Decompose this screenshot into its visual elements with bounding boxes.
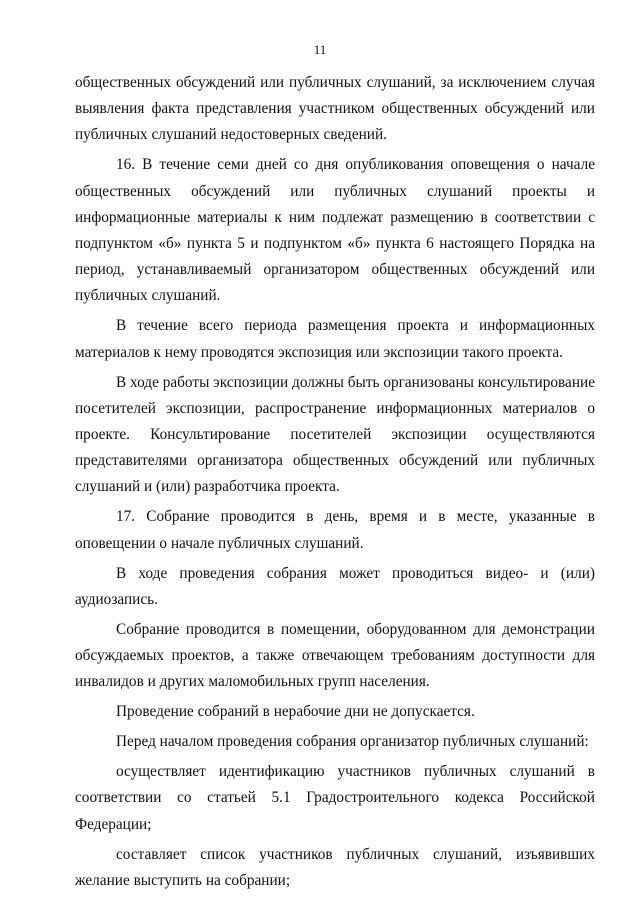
paragraph-identification: осуществляет идентификацию участников публичных слушаний в соответствии со статьей 5.1 Градостроительного кодекса Российской Федерации; <box>75 763 595 833</box>
paragraph-clause-16: 16. В течение семи дней со дня опубликования оповещения о начале общественных обсуждений или публичных слушаний проекты и информационные материалы к ним подлежат размещению в соответствии с подпунктом «б» пункта 5 и подпунктом «б» пункта 6 настоящего Порядка на период, устанавливаемый организатором общественных обсуждений или публичных слушаний. <box>75 156 595 305</box>
paragraph-speakers-list: составляет список участников публичных слушаний, изъявивших желание выступить на собрании; <box>75 845 595 889</box>
paragraph-exposition-period: В течение всего периода размещения проекта и информационных материалов к нему проводятся экспозиция или экспозиции такого проекта. <box>75 317 595 361</box>
page-number: 11 <box>313 42 327 57</box>
paragraph-exposition-consulting: В ходе работы экспозиции должны быть организованы консультирование посетителей экспозиции, распространение информационных материалов о проекте. Консультирование посетителей экспозиции осуществляются представителями организатора общественных обсуждений или публичных слушаний и (или) разработчика проекта. <box>75 373 595 496</box>
paragraph-before-meeting: Перед началом проведения собрания организатор публичных слушаний: <box>116 733 589 751</box>
paragraph-non-working-days: Проведение собраний в нерабочие дни не допускается. <box>116 703 475 721</box>
paragraph-recording: В ходе проведения собрания может проводиться видео- и (или) аудиозапись. <box>75 564 595 608</box>
paragraph-venue: Собрание проводится в помещении, оборудованном для демонстрации обсуждаемых проектов, а также отвечающем требованиям доступности для инвалидов и других маломобильных групп населения. <box>75 620 595 691</box>
paragraph-clause-17: 17. Собрание проводится в день, время и в месте, указанные в оповещении о начале публичных слушаний. <box>75 508 595 552</box>
paragraph-continuation: общественных обсуждений или публичных слушаний, за исключением случая выявления факта представления участником общественных обсуждений или публичных слушаний недостоверных сведений. <box>75 74 595 144</box>
document-body <box>75 70 595 898</box>
